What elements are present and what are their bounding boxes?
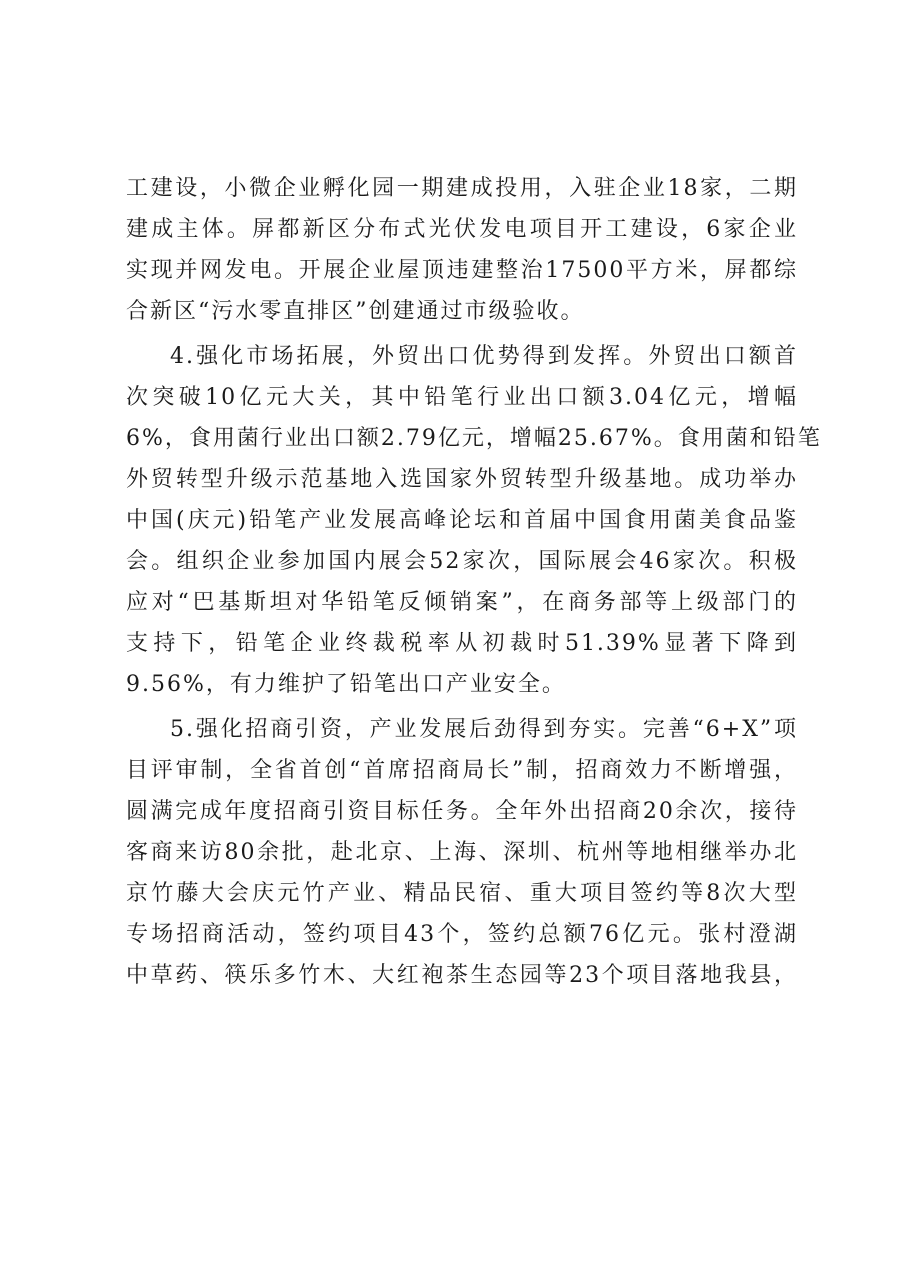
- text-line: 6%，食用菌行业出口额2.79亿元，增幅25.67%。食用菌和铅笔: [126, 426, 822, 451]
- text-line: 京竹藤大会庆元竹产业、精品民宿、重大项目签约等8次大型: [126, 881, 798, 906]
- text-line: 中草药、筷乐多竹木、大红袍茶生态园等23个项目落地我县，: [126, 963, 798, 988]
- text-line: 建成主体。屏都新区分布式光伏发电项目开工建设，6家企业: [126, 217, 798, 242]
- document-body: [126, 168, 822, 996]
- paragraph-1: [126, 168, 798, 332]
- text-line: 专场招商活动，签约项目43个，签约总额76亿元。张村澄湖: [126, 922, 798, 947]
- text-line: 应对“巴基斯坦对华铅笔反倾销案”，在商务部等上级部门的: [126, 590, 798, 615]
- text-line: 目评审制，全省首创“首席招商局长”制，招商效力不断增强，: [126, 758, 798, 783]
- text-line: 会。组织企业参加国内展会52家次，国际展会46家次。积极: [126, 549, 798, 574]
- text-line: 次突破10亿元大关，其中铅笔行业出口额3.04亿元，增幅: [126, 385, 798, 410]
- text-line: 4.强化市场拓展，外贸出口优势得到发挥。外贸出口额首: [170, 344, 798, 369]
- text-line: 工建设，小微企业孵化园一期建成投用，入驻企业18家，二期: [126, 176, 798, 201]
- text-line: 客商来访80余批，赴北京、上海、深圳、杭州等地相继举办北: [126, 840, 798, 865]
- text-line: 中国(庆元)铅笔产业发展高峰论坛和首届中国食用菌美食品鉴: [126, 508, 798, 533]
- paragraph-3: [126, 709, 798, 996]
- paragraph-2: [126, 336, 822, 705]
- text-line: 实现并网发电。开展企业屋顶违建整治17500平方米，屏都综: [126, 258, 798, 283]
- text-line: 外贸转型升级示范基地入选国家外贸转型升级基地。成功举办: [126, 467, 798, 492]
- text-line: 9.56%，有力维护了铅笔出口产业安全。: [126, 672, 566, 697]
- text-line: 圆满完成年度招商引资目标任务。全年外出招商20余次，接待: [126, 799, 798, 824]
- text-line: 合新区“污水零直排区”创建通过市级验收。: [126, 299, 585, 324]
- text-line: 5.强化招商引资，产业发展后劲得到夯实。完善“6+X”项: [170, 717, 798, 742]
- text-line: 支持下，铅笔企业终裁税率从初裁时51.39%显著下降到: [126, 631, 798, 656]
